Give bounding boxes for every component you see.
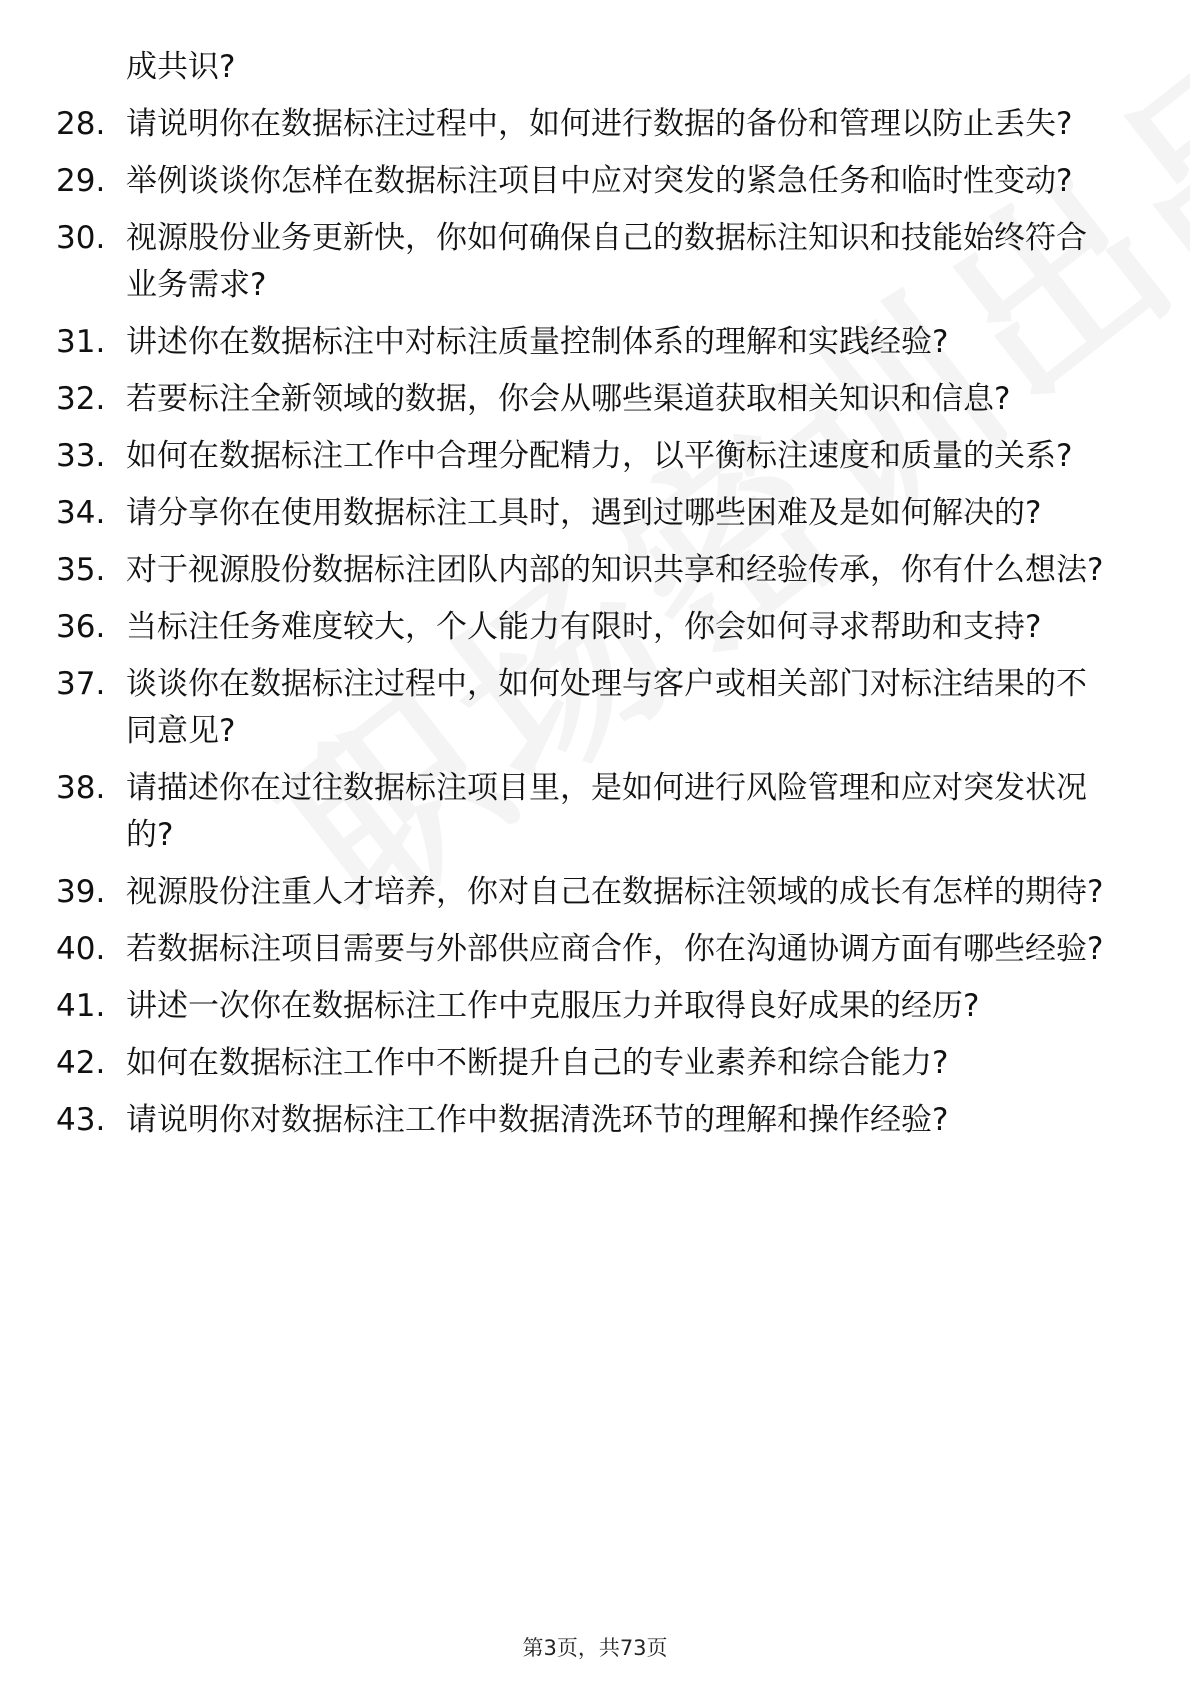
question-text: 对于视源股份数据标注团队内部的知识共享和经验传承，你有什么想法?	[126, 552, 1104, 588]
question-number: 41.	[56, 988, 106, 1024]
continued-question-text: 成共识?	[126, 49, 236, 85]
question-text: 谈谈你在数据标注过程中，如何处理与客户或相关部门对标注结果的不同意见?	[126, 666, 1087, 749]
list-item	[56, 376, 1136, 423]
list-item	[56, 158, 1136, 205]
question-number: 35.	[56, 552, 106, 588]
list-item	[56, 433, 1136, 480]
question-number: 43.	[56, 1102, 106, 1138]
question-number: 30.	[56, 220, 106, 256]
question-number: 37.	[56, 666, 106, 702]
question-number: 38.	[56, 770, 106, 806]
question-number: 34.	[56, 495, 106, 531]
question-text: 讲述一次你在数据标注工作中克服压力并取得良好成果的经历?	[126, 988, 980, 1024]
question-text: 若要标注全新领域的数据，你会从哪些渠道获取相关知识和信息?	[126, 381, 1011, 417]
question-number: 31.	[56, 324, 106, 360]
question-list	[56, 44, 1136, 1154]
list-item	[56, 215, 1136, 309]
question-text: 请说明你在数据标注过程中，如何进行数据的备份和管理以防止丢失?	[126, 106, 1073, 142]
question-text: 举例谈谈你怎样在数据标注项目中应对突发的紧急任务和临时性变动?	[126, 163, 1073, 199]
list-item	[56, 765, 1136, 859]
question-text: 讲述你在数据标注中对标注质量控制体系的理解和实践经验?	[126, 324, 949, 360]
list-item	[56, 1097, 1136, 1144]
question-text: 当标注任务难度较大，个人能力有限时，你会如何寻求帮助和支持?	[126, 609, 1042, 645]
list-item	[56, 490, 1136, 537]
list-item	[56, 101, 1136, 148]
question-text: 若数据标注项目需要与外部供应商合作，你在沟通协调方面有哪些经验?	[126, 931, 1104, 967]
list-item	[56, 319, 1136, 366]
question-text: 请说明你对数据标注工作中数据清洗环节的理解和操作经验?	[126, 1102, 949, 1138]
list-item	[56, 661, 1136, 755]
question-number: 36.	[56, 609, 106, 645]
list-item	[56, 604, 1136, 651]
question-number: 39.	[56, 874, 106, 910]
list-item	[56, 926, 1136, 973]
list-item	[56, 1040, 1136, 1087]
list-item	[56, 983, 1136, 1030]
question-text: 视源股份业务更新快，你如何确保自己的数据标注知识和技能始终符合业务需求?	[126, 220, 1087, 303]
question-text: 如何在数据标注工作中不断提升自己的专业素养和综合能力?	[126, 1045, 949, 1081]
list-item	[56, 869, 1136, 916]
question-text: 视源股份注重人才培养，你对自己在数据标注领域的成长有怎样的期待?	[126, 874, 1104, 910]
list-item	[56, 547, 1136, 594]
question-number: 42.	[56, 1045, 106, 1081]
question-number: 29.	[56, 163, 106, 199]
question-number: 40.	[56, 931, 106, 967]
question-text: 请描述你在过往数据标注项目里，是如何进行风险管理和应对突发状况的?	[126, 770, 1087, 853]
question-number: 33.	[56, 438, 106, 474]
page-footer: 第3页，共73页	[522, 1636, 668, 1660]
question-text: 请分享你在使用数据标注工具时，遇到过哪些困难及是如何解决的?	[126, 495, 1042, 531]
question-number: 28.	[56, 106, 106, 142]
question-number: 32.	[56, 381, 106, 417]
question-text: 如何在数据标注工作中合理分配精力，以平衡标注速度和质量的关系?	[126, 438, 1073, 474]
